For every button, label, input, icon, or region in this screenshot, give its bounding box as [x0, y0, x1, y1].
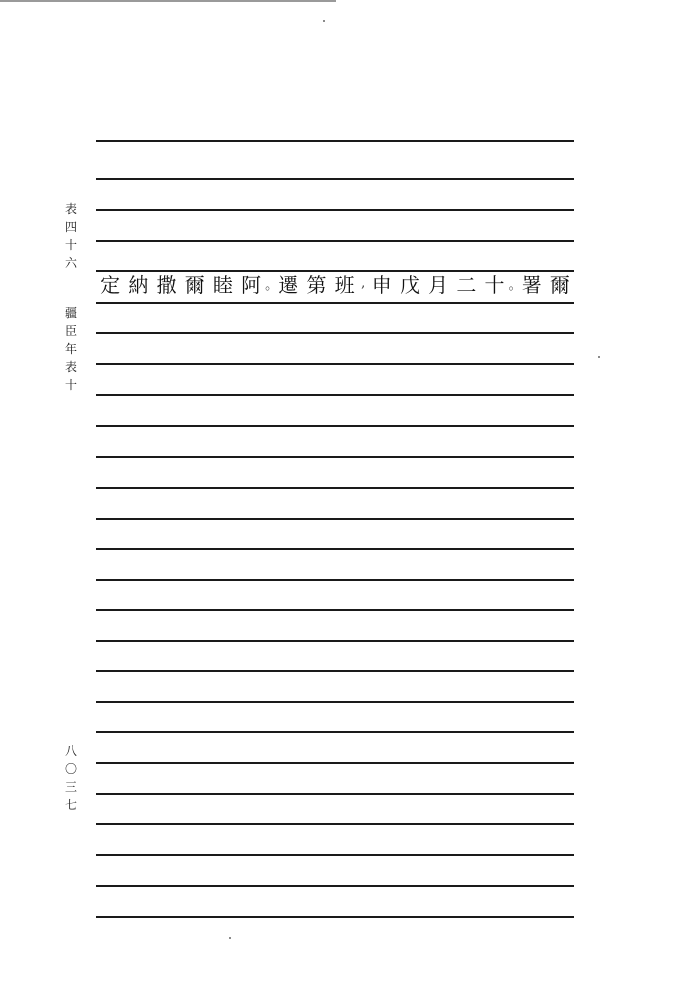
entry-char: 納	[128, 272, 149, 297]
entry-char: 爾	[549, 272, 570, 297]
side-subtitle-char: 表	[64, 360, 77, 374]
table-rule-line	[96, 885, 574, 887]
table-rule-line	[96, 240, 574, 242]
entry-char: 睦	[212, 272, 233, 297]
table-rule-line	[96, 762, 574, 764]
entry-char: 十	[484, 272, 505, 297]
table-rule-line	[96, 670, 574, 672]
side-title-char: 十	[64, 238, 77, 252]
table-rule-line	[96, 302, 574, 304]
table-rule-line	[96, 579, 574, 581]
entry-char: 爾	[184, 272, 205, 297]
entry-char: 署	[521, 272, 542, 297]
print-speck	[229, 937, 231, 939]
table-rule-line	[96, 518, 574, 520]
table-rule-line	[96, 332, 574, 334]
table-rule-line	[96, 456, 574, 458]
side-subtitle-char: 十	[64, 378, 77, 392]
entry-punctuation: 。	[508, 277, 522, 293]
side-title-char: 四	[64, 220, 77, 234]
entry-char: 申	[371, 272, 392, 297]
table-rule-line	[96, 394, 574, 396]
entry-char: 第	[306, 272, 327, 297]
print-speck	[598, 356, 600, 358]
entry-char: 撒	[156, 272, 177, 297]
table-rule-line	[96, 823, 574, 825]
table-rule-line	[96, 178, 574, 180]
table-rule-line	[96, 609, 574, 611]
side-title-char: 表	[64, 202, 77, 216]
side-subtitle	[62, 304, 80, 394]
side-title	[62, 200, 80, 272]
table-rule-line	[96, 548, 574, 550]
table-rule-line	[96, 640, 574, 642]
table-rule-line	[96, 363, 574, 365]
side-subtitle-char: 年	[64, 342, 77, 356]
table-rule-line	[96, 140, 574, 142]
entry-char: 月	[428, 272, 449, 297]
folio-char: 八	[64, 744, 77, 758]
folio-char: 七	[64, 798, 77, 812]
table-rule-line	[96, 916, 574, 918]
page-number	[62, 742, 80, 814]
table-rule-line	[96, 701, 574, 703]
entry-punctuation: ,	[361, 275, 366, 291]
folio-char: 三	[64, 780, 77, 794]
table-rule-line	[96, 793, 574, 795]
top-edge-rule	[0, 0, 336, 2]
entry-char: 二	[456, 272, 477, 297]
table-rule-line	[96, 425, 574, 427]
entry-punctuation: 。	[265, 277, 279, 293]
table-rule-line	[96, 209, 574, 211]
table-rule-line	[96, 854, 574, 856]
entry-char: 戊	[399, 272, 420, 297]
entry-char: 班	[334, 272, 355, 297]
side-subtitle-char: 疆	[64, 306, 77, 320]
table-rule-line	[96, 487, 574, 489]
entry-char: 定	[100, 272, 121, 297]
entry-char: 遷	[278, 272, 299, 297]
side-title-char: 六	[64, 256, 77, 270]
folio-char: 〇	[64, 762, 77, 776]
table-rule-line	[96, 731, 574, 733]
side-subtitle-char: 臣	[64, 324, 77, 338]
table-entry-row	[96, 265, 574, 301]
entry-char: 阿	[241, 272, 262, 297]
print-speck	[323, 20, 325, 22]
